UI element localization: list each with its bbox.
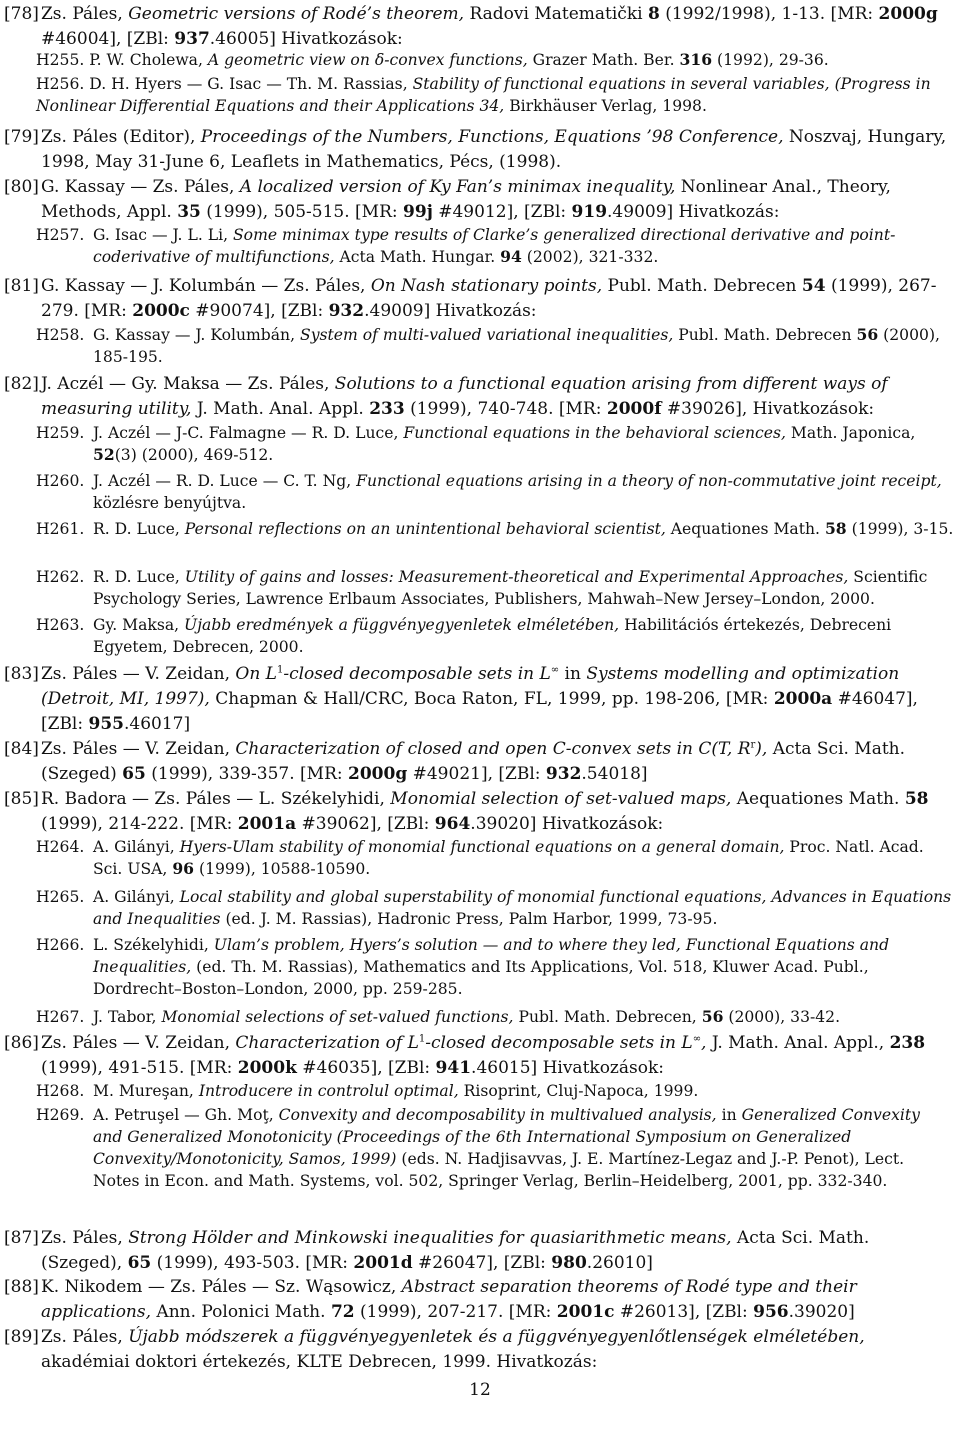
entry-text: Hyers-Ulam stability of monomial functional equations on a general domain, [179,838,785,856]
entry-text: Systems modelling and optimization (Detroit, MI, 1997), [41,664,900,709]
entry-text: 54 [801,276,826,296]
bibliography-entry [0,1325,960,1375]
entry-number: H263. [36,616,85,634]
bibliography-entry [0,1031,960,1081]
entry-text: 2001d [353,1253,413,1273]
entry-text: Publ. Math. Debrecen [602,276,802,296]
entry-text: -closed decomposable sets in L [425,1033,693,1053]
entry-text: #49021], [ZBl: [407,764,546,784]
entry-text: 99j [403,202,433,222]
entry-text: J. Math. Anal. Appl., [706,1033,890,1053]
entry-text: Zs. Páles (Editor), [41,127,201,147]
entry-text: .49009] Hivatkozás: [607,202,780,222]
entry-text: A. Petruşel — Gh. Moţ, [93,1106,279,1124]
entry-text: 316 [679,50,713,69]
entry-number: H264. [36,838,85,856]
entry-text: #39062], [ZBl: [296,814,435,834]
citation-entry [0,470,960,514]
entry-text: On L [235,664,277,684]
bibliography-entry [0,175,960,225]
entry-text: , [701,1033,707,1053]
entry-text: (ed. Th. M. Rassias), Mathematics and Its Applications, Vol. 518, Kluwer Acad. Publ., Dordrecht–Boston–London, 2000, pp. 259-285. [93,958,869,998]
bibliography-entry [0,1275,960,1325]
entry-text: 56 [701,1007,724,1026]
entry-text: Ulam’s problem, Hyers’s solution — and to where they led, Functional Equations and Inequalities, [93,936,890,976]
citation-entry [0,422,960,466]
entry-text: Újabb eredmények a függvényegyenletek elméletében, [184,616,620,634]
entry-number: H258. [36,326,85,344]
entry-text: R. D. Luce, [93,520,185,538]
entry-number: H269. [36,1106,85,1124]
entry-text: Risoprint, Cluj-Napoca, 1999. [458,1082,699,1100]
entry-text: Utility of gains and losses: Measurement-theoretical and Experimental Approaches, [184,568,849,586]
entry-text: R. Badora — Zs. Páles — L. Székelyhidi, [41,789,391,809]
entry-text: .46015] Hivatkozások: [471,1058,665,1078]
entry-text: (1992/1998), 1-13. [MR: [659,4,879,24]
entry-text: A. Gilányi, [93,838,180,856]
entry-text: #90074], [ZBl: [189,301,329,321]
entry-text: .49009] Hivatkozás: [364,301,537,321]
bibliography-entry [0,737,960,787]
entry-text: M. Mureşan, [93,1082,199,1100]
entry-text: J. Math. Anal. Appl. [191,399,370,419]
entry-number: [84] [4,739,39,759]
entry-text: A geometric view on δ-convex functions, [207,51,528,69]
citation-entry [0,224,960,268]
entry-text: Zs. Páles — V. Zeidan, [41,1033,236,1053]
entry-text: Acta Sci. Math. (Szeged) [41,739,906,784]
entry-text: (1999), 267-279. [MR: [41,276,937,321]
citation-entry [0,836,960,880]
entry-text: #26047], [ZBl: [412,1253,552,1273]
entry-text: r [750,739,756,751]
entry-text: Publ. Math. Debrecen [673,326,857,344]
entry-text: (1999), 740-748. [MR: [404,399,607,419]
entry-text: 56 [856,325,879,344]
entry-number: [78] [4,4,39,24]
entry-number: [82] [4,374,39,394]
entry-text: (1999), 491-515. [MR: [41,1058,238,1078]
entry-text: 2001a [237,814,297,834]
entry-text: 58 [824,519,847,538]
citation-entry [0,886,960,930]
entry-text: Math. Japonica, [785,424,916,442]
entry-text: G. Kassay — J. Kolumbán — Zs. Páles, [41,276,371,296]
entry-text: in [559,664,587,684]
citation-entry [0,1006,960,1028]
citation-entry [0,518,960,540]
citation-entry [0,324,960,368]
entry-text: A. Gilányi, [93,888,180,906]
entry-text: 956 [753,1302,789,1322]
entry-text: Aequationes Math. [731,789,905,809]
entry-text: (eds. N. Hadjisavvas, J. E. Martínez-Legaz and J.-P. Penot), Lect. Notes in Econ. and Math. Systems, vol. 502, Springer Verlag, Berlin–Heidelberg, 2001, pp. 332-340. [93,1150,905,1190]
entry-text: L. Székelyhidi, [93,936,214,954]
entry-text: J. Aczél — J-C. Falmagne — R. D. Luce, [93,424,404,442]
entry-number: [87] [4,1228,39,1248]
entry-text: Birkhäuser Verlag, 1998. [504,97,707,115]
entry-text: 932 [328,301,365,321]
entry-text: 2000f [606,399,662,419]
entry-text: 65 [127,1253,152,1273]
entry-text: (1999), 493-503. [MR: [151,1253,354,1273]
entry-text: 2000g [348,764,408,784]
entry-text: 1 [418,1033,426,1045]
entry-text: (ed. J. M. Rassias), Hadronic Press, Palm Harbor, 1999, 73-95. [220,910,718,928]
entry-text: Zs. Páles — V. Zeidan, [41,664,236,684]
entry-number: H268. [36,1082,85,1100]
entry-number: H260. [36,472,85,490]
entry-text: A localized version of Ky Fan’s minimax inequality, [239,177,676,197]
bibliography-entry [0,372,960,422]
entry-text: J. Tabor, [93,1008,162,1026]
entry-text: 937 [174,29,210,49]
entry-number: [88] [4,1277,39,1297]
citation-entry [0,1080,960,1102]
entry-text: Nonlinear Anal., Theory, Methods, Appl. [41,177,891,222]
entry-text: akadémiai doktori értekezés, KLTE Debrecen, 1999. Hivatkozás: [41,1352,598,1372]
entry-text: (2002), 321-332. [521,248,659,266]
entry-text: Functional equations arising in a theory of non-commutative joint receipt, [356,472,942,490]
entry-text: Characterization of closed and open C-convex sets in C(T, R [235,739,751,759]
entry-text: in [716,1106,742,1124]
entry-number: [79] [4,127,39,147]
entry-text: Characterization of L [235,1033,419,1053]
entry-number: H262. [36,568,85,586]
entry-text: Geometric versions of Rodé’s theorem, [128,4,465,24]
entry-text: 94 [500,247,522,266]
entry-text: 96 [172,859,195,878]
entry-text: 58 [904,789,929,809]
entry-text: On Nash stationary points, [370,276,603,296]
entry-text: H255. P. W. Cholewa, [36,51,208,69]
entry-text: .39020] [788,1302,855,1322]
entry-number: H261. [36,520,85,538]
entry-text: G. Kassay — Zs. Páles, [41,177,240,197]
entry-text: Noszvaj, Hungary, 1998, May 31-June 6, Leaflets in Mathematics, Pécs, (1998). [41,127,947,172]
entry-number: [85] [4,789,39,809]
entry-text: 2000a [773,689,833,709]
entry-number: H265. [36,888,85,906]
entry-text: Ann. Polonici Math. [151,1302,331,1322]
entry-text: 932 [545,764,582,784]
bibliography-entry [0,274,960,324]
entry-number: H266. [36,936,85,954]
entry-text: J. Aczél — Gy. Maksa — Zs. Páles, [41,374,335,394]
bibliography-entry [0,125,960,175]
bibliography-entry [0,2,960,52]
entry-text: Aequationes Math. [665,520,825,538]
entry-text: Zs. Páles, [41,1327,129,1347]
entry-text: H256. D. H. Hyers — G. Isac — Th. M. Rassias, [36,75,413,93]
entry-text: 233 [369,399,405,419]
entry-text: G. Isac — J. L. Li, [93,226,233,244]
entry-text: 955 [88,714,125,734]
entry-text: (1999), 505-515. [MR: [200,202,404,222]
entry-text: Chapman & Hall/CRC, Boca Raton, FL, 1999, pp. 198-206, [MR: [209,689,774,709]
entry-text: Zs. Páles — V. Zeidan, [41,739,236,759]
bibliography-entry [0,662,960,737]
entry-text: Local stability and global superstability of monomial functional equations, Advances in Equations and Inequalities [93,888,952,928]
entry-text: #46035], [ZBl: [296,1058,436,1078]
entry-text: Scientific Psychology Series, Lawrence Erlbaum Associates, Publishers, Mahwah–New Jersey–London, 2000. [93,568,928,608]
entry-text: Proceedings of the Numbers, Functions, Equations ’98 Conference, [200,127,784,147]
entry-text: Strong Hölder and Minkowski inequalities for quasiarithmetic means, [128,1228,732,1248]
entry-text: Introducere in controlul optimal, [198,1082,459,1100]
bibliography-entry [0,787,960,837]
entry-number: H257. [36,226,85,244]
entry-text: (1999), 10588-10590. [194,860,371,878]
entry-text: #39026], Hivatkozások: [661,399,875,419]
entry-text: közlésre benyújtva. [93,494,247,512]
entry-text: Solutions to a functional equation arising from different ways of measuring utility, [41,374,888,419]
entry-text: Convexity and decomposability in multivalued analysis, [278,1106,717,1124]
entry-text: #26013], [ZBl: [614,1302,754,1322]
entry-text: .46017] [124,714,191,734]
entry-text: System of multi-valued variational inequalities, [300,326,674,344]
entry-text: Acta Sci. Math. (Szeged), [41,1228,870,1273]
entry-text: #49012], [ZBl: [432,202,572,222]
entry-text: (3) (2000), 469-512. [114,446,274,464]
entry-text: .46005] Hivatkozások: [209,29,403,49]
citation-entry [0,73,960,117]
entry-text: .39020] Hivatkozások: [470,814,664,834]
entry-text: Grazer Math. Ber. [527,51,680,69]
entry-number: [86] [4,1033,39,1053]
entry-text: K. Nikodem — Zs. Páles — Sz. Wąsowicz, [41,1277,402,1297]
entry-text: 2000k [237,1058,297,1078]
entry-text: 238 [889,1033,926,1053]
entry-text: (1999), 207-217. [MR: [354,1302,557,1322]
entry-text: Újabb módszerek a függvényegyenletek és a függvényegyenlőtlenségek elméletében, [128,1327,865,1347]
entry-text: Monomial selections of set-valued functions, [161,1008,514,1026]
entry-text: #46004], [ZBl: [41,29,175,49]
entry-text: Zs. Páles, [41,4,129,24]
entry-text: -closed decomposable sets in L [283,664,551,684]
citation-entry [0,934,960,1000]
entry-text: Habilitációs értekezés, Debreceni Egyetem, Debrecen, 2000. [93,616,892,656]
entry-text: Personal reflections on an unintentional behavioral scientist, [184,520,666,538]
entry-text: Abstract separation theorems of Rodé type and their applications, [41,1277,857,1322]
entry-text: Proc. Natl. Acad. Sci. USA, [93,838,924,878]
entry-text: 2000c [132,301,190,321]
entry-text: Radovi Matematički [464,4,648,24]
entry-text: 964 [434,814,471,834]
entry-number: H267. [36,1008,85,1026]
entry-text: Some minimax type results of Clarke’s generalized directional derivative and point-coderivative of multifunctions, [93,226,896,266]
entry-text: (1999), 339-357. [MR: [145,764,349,784]
entry-text: (2000), 33-42. [723,1008,841,1026]
entry-text: Zs. Páles, [41,1228,129,1248]
entry-text: Acta Math. Hungar. [334,248,501,266]
entry-text: .54018] [581,764,648,784]
entry-text: 52 [93,445,115,464]
entry-text: (1999), 3-15. [846,520,954,538]
entry-text: 65 [122,764,146,784]
entry-text: Stability of functional equations in several variables, (Progress in Nonlinear Differential Equations and their Applications 34, [36,75,931,115]
entry-number: [89] [4,1327,39,1347]
entry-text: Gy. Maksa, [93,616,185,634]
page-number: 12 [469,1380,491,1400]
entry-text: ∞ [692,1033,702,1045]
entry-number: [83] [4,664,39,684]
entry-text: (1999), 214-222. [MR: [41,814,238,834]
citation-entry [0,49,960,71]
entry-text: G. Kassay — J. Kolumbán, [93,326,301,344]
entry-text: 8 [647,4,660,24]
entry-text: Generalized Convexity and Generalized Monotonicity (Proceedings of the 6th International Symposium on Generalized Convexity/Monotonicity, Samos, 1999) [93,1106,920,1168]
entry-text: J. Aczél — R. D. Luce — C. T. Ng, [93,472,357,490]
entry-text: (2000), 185-195. [93,326,940,366]
bibliography-entry [0,1226,960,1276]
entry-text: 35 [177,202,201,222]
citation-entry [0,614,960,658]
entry-text: .26010] [586,1253,653,1273]
entry-text: Functional equations in the behavioral sciences, [403,424,786,442]
entry-text: 941 [435,1058,472,1078]
entry-number: H259. [36,424,85,442]
entry-text: Monomial selection of set-valued maps, [390,789,732,809]
entry-number: [80] [4,177,39,197]
entry-text: 919 [571,202,608,222]
entry-text: R. D. Luce, [93,568,185,586]
entry-number: [81] [4,276,39,296]
entry-text: ), [755,739,768,759]
entry-text: 72 [330,1302,355,1322]
entry-text: 1 [276,664,284,676]
entry-text: Publ. Math. Debrecen, [513,1008,702,1026]
entry-text: 2001c [556,1302,615,1322]
citation-entry [0,1104,960,1192]
entry-text: #46047], [ZBl: [41,689,918,734]
entry-text: 980 [551,1253,587,1273]
entry-text: 2000g [878,4,938,24]
entry-text: ∞ [550,664,560,676]
citation-entry [0,566,960,610]
entry-text: (1992), 29-36. [712,51,829,69]
